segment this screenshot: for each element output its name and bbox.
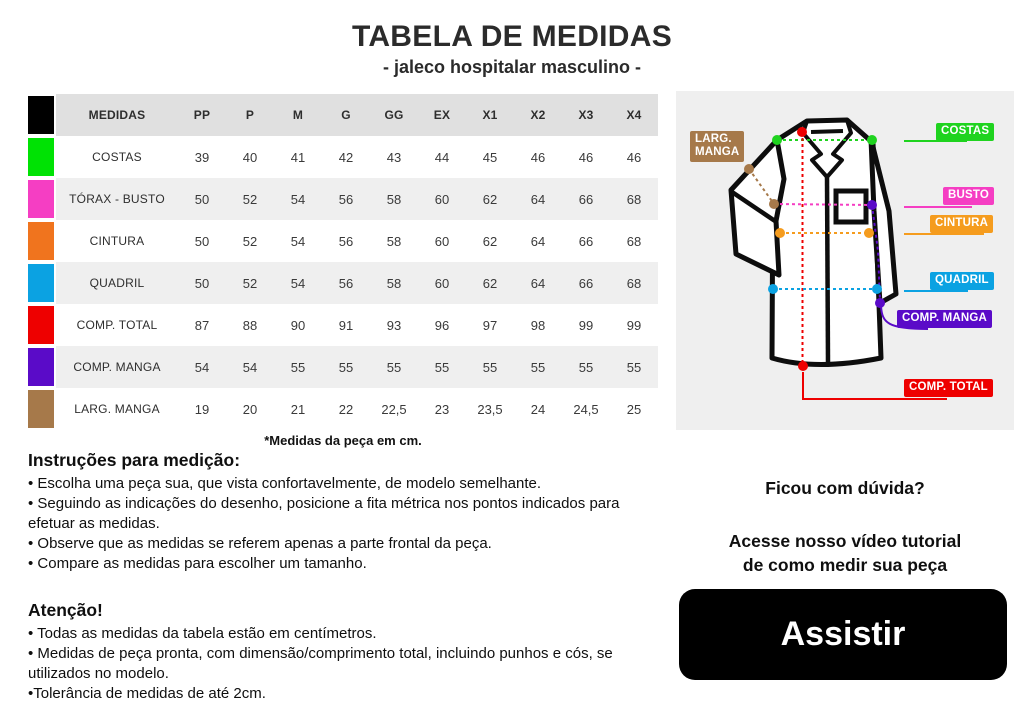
row-label: COMP. TOTAL — [76, 318, 158, 332]
attention-section — [28, 600, 646, 704]
cell: 22,5 — [381, 401, 407, 417]
cell: 46 — [578, 149, 594, 165]
quadril-label: QUADRIL — [930, 272, 994, 290]
table-row — [28, 262, 658, 304]
table-note: *Medidas da peça em cm. — [264, 433, 422, 448]
cell: 55 — [338, 359, 354, 375]
cell: 43 — [386, 149, 402, 165]
attention-item: • Medidas de peça pronta, com dimensão/comprimento total, incluindo punhos e cós, se utilizados no modelo. — [28, 645, 613, 682]
cell: 60 — [434, 233, 450, 249]
help-question: Ficou com dúvida? — [765, 478, 925, 498]
row-label: COSTAS — [92, 150, 142, 164]
row-color-swatch — [28, 346, 54, 388]
row-color-swatch — [28, 220, 54, 262]
cell: 23 — [434, 401, 450, 417]
measurement-diagram — [676, 91, 1014, 430]
page-subtitle: - jaleco hospitalar masculino - — [382, 57, 642, 77]
column-header: X1 — [482, 108, 498, 122]
cell: 44 — [434, 149, 450, 165]
table-row — [28, 388, 658, 430]
cell: 56 — [338, 191, 354, 207]
cell: 55 — [386, 359, 402, 375]
cell: 54 — [290, 233, 306, 249]
cell: 88 — [242, 317, 258, 333]
cell: 39 — [194, 149, 210, 165]
cell: 68 — [626, 275, 642, 291]
cell: 66 — [578, 275, 594, 291]
cell: 97 — [482, 317, 498, 333]
row-color-swatch — [28, 304, 54, 346]
cell: 55 — [482, 359, 498, 375]
cell: 23,5 — [477, 401, 503, 417]
cell: 21 — [290, 401, 306, 417]
cell: 62 — [482, 275, 498, 291]
column-header: PP — [193, 108, 211, 122]
row-color-swatch — [28, 178, 54, 220]
cell: 99 — [578, 317, 594, 333]
help-cta-line1: Acesse nosso vídeo tutorial — [728, 531, 962, 551]
cell: 98 — [530, 317, 546, 333]
cell: 87 — [194, 317, 210, 333]
cell: 22 — [338, 401, 354, 417]
header-color-swatch — [28, 94, 54, 136]
help-cta-line2: de como medir sua peça — [742, 555, 948, 575]
table-row — [28, 220, 658, 262]
cell: 55 — [434, 359, 450, 375]
page-title: TABELA DE MEDIDAS — [351, 20, 673, 53]
cell: 55 — [578, 359, 594, 375]
attention-item: •Tolerância de medidas de até 2cm. — [28, 685, 266, 702]
instruction-item: • Escolha uma peça sua, que vista confortavelmente, de modelo semelhante. — [28, 475, 542, 492]
row-label: COMP. MANGA — [73, 360, 161, 374]
row-label: LARG. MANGA — [74, 402, 160, 416]
table-row — [28, 346, 658, 388]
cell: 46 — [626, 149, 642, 165]
cell: 64 — [530, 233, 546, 249]
column-header: X2 — [530, 108, 546, 122]
row-color-swatch — [28, 136, 54, 178]
cell: 58 — [386, 275, 402, 291]
cell: 52 — [242, 191, 258, 207]
cell: 68 — [626, 233, 642, 249]
cell: 54 — [290, 191, 306, 207]
row-label: QUADRIL — [89, 276, 145, 290]
larg-manga-label-line2: MANGA — [695, 146, 740, 158]
row-label: TÓRAX - BUSTO — [69, 192, 165, 206]
table-row — [28, 178, 658, 220]
column-header: G — [341, 108, 351, 122]
cell: 60 — [434, 275, 450, 291]
cell: 40 — [242, 149, 258, 165]
cintura-label: CINTURA — [930, 215, 993, 233]
column-header: P — [245, 108, 255, 122]
column-header: GG — [384, 108, 404, 122]
cell: 62 — [482, 191, 498, 207]
cell: 50 — [194, 191, 210, 207]
cell: 50 — [194, 275, 210, 291]
table-row — [28, 136, 658, 178]
cell: 54 — [242, 359, 258, 375]
cell: 64 — [530, 191, 546, 207]
cell: 99 — [626, 317, 642, 333]
help-cta — [676, 529, 1014, 577]
comp-manga-label: COMP. MANGA — [897, 310, 992, 328]
cell: 62 — [482, 233, 498, 249]
cell: 41 — [290, 149, 306, 165]
cell: 91 — [338, 317, 354, 333]
cell: 42 — [338, 149, 354, 165]
cell: 45 — [482, 149, 498, 165]
table-header-row — [28, 94, 658, 136]
column-header: X4 — [626, 108, 642, 122]
cell: 55 — [530, 359, 546, 375]
cell: 58 — [386, 233, 402, 249]
table-row — [28, 304, 658, 346]
instruction-item: • Observe que as medidas se referem apenas a parte frontal da peça. — [28, 535, 492, 552]
costas-label: COSTAS — [936, 123, 994, 141]
cell: 66 — [578, 233, 594, 249]
row-color-swatch — [28, 388, 54, 430]
cell: 93 — [386, 317, 402, 333]
busto-label: BUSTO — [943, 187, 994, 205]
column-header: MEDIDAS — [88, 108, 146, 122]
cell: 66 — [578, 191, 594, 207]
cell: 64 — [530, 275, 546, 291]
size-table — [28, 94, 658, 448]
cell: 20 — [242, 401, 258, 417]
cell: 56 — [338, 275, 354, 291]
instructions-title: Instruções para medição: — [28, 450, 241, 470]
cell: 55 — [290, 359, 306, 375]
cell: 96 — [434, 317, 450, 333]
comp-total-label: COMP. TOTAL — [904, 379, 993, 397]
cell: 55 — [626, 359, 642, 375]
column-header: M — [292, 108, 304, 122]
cell: 60 — [434, 191, 450, 207]
watch-video-button[interactable]: Assistir — [679, 589, 1007, 680]
row-label: CINTURA — [89, 234, 145, 248]
cell: 68 — [626, 191, 642, 207]
cell: 54 — [290, 275, 306, 291]
help-section — [676, 478, 1014, 577]
cell: 19 — [194, 401, 210, 417]
cell: 52 — [242, 233, 258, 249]
larg-manga-label-line1: LARG. — [695, 133, 732, 145]
column-header: X3 — [578, 108, 594, 122]
cell: 90 — [290, 317, 306, 333]
cell: 52 — [242, 275, 258, 291]
cell: 58 — [386, 191, 402, 207]
cell: 25 — [626, 401, 642, 417]
cell: 24,5 — [573, 401, 599, 417]
cell: 56 — [338, 233, 354, 249]
instruction-item: • Seguindo as indicações do desenho, posicione a fita métrica nos pontos indicados para efetuar as medidas. — [28, 495, 620, 532]
attention-item: • Todas as medidas da tabela estão em centímetros. — [28, 625, 377, 642]
cell: 50 — [194, 233, 210, 249]
cell: 54 — [194, 359, 210, 375]
page-header — [0, 20, 1024, 78]
instructions-section — [28, 450, 646, 574]
attention-title: Atenção! — [28, 600, 103, 620]
row-color-swatch — [28, 262, 54, 304]
cell: 46 — [530, 149, 546, 165]
column-header: EX — [433, 108, 451, 122]
cell: 24 — [530, 401, 546, 417]
instruction-item: • Compare as medidas para escolher um tamanho. — [28, 555, 367, 572]
larg-manga-label — [690, 131, 744, 162]
